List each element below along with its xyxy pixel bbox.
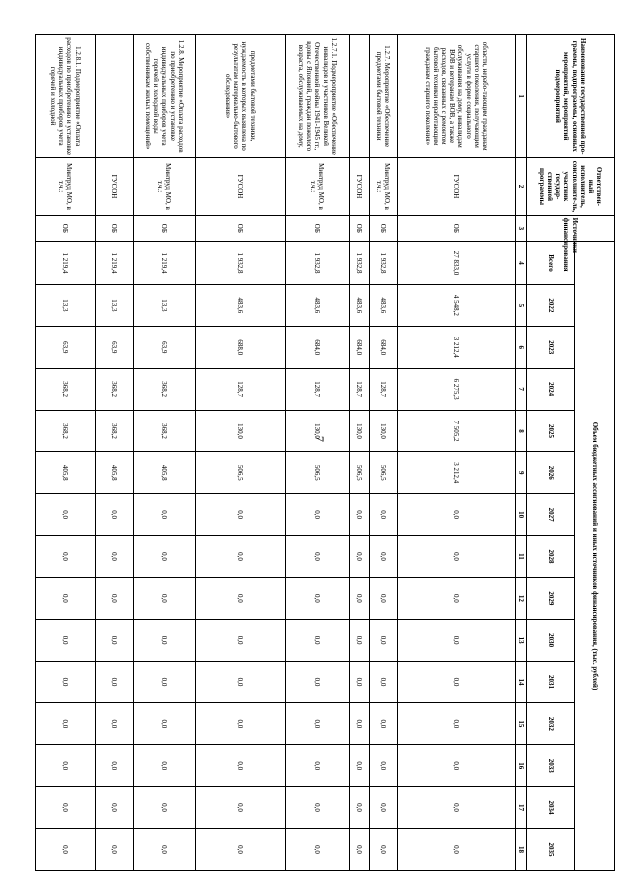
row-value: 0,0 bbox=[95, 577, 133, 619]
row-value: 0,0 bbox=[35, 577, 95, 619]
row-value: 0,0 bbox=[95, 536, 133, 578]
row-value: 63,9 bbox=[35, 326, 95, 368]
header-year: 2023 bbox=[527, 326, 575, 368]
header-year: 2026 bbox=[527, 452, 575, 494]
row-value: 1 932,8 bbox=[349, 242, 369, 285]
row-value: 0,0 bbox=[95, 745, 133, 787]
row-value: 0,0 bbox=[285, 745, 349, 787]
row-value: 128,7 bbox=[285, 368, 349, 410]
row-value: 0,0 bbox=[95, 828, 133, 870]
row-source: ОБ bbox=[369, 215, 397, 241]
row-value: 1 932,8 bbox=[285, 242, 349, 285]
row-source: ОБ bbox=[195, 215, 285, 241]
column-number: 14 bbox=[515, 661, 526, 703]
row-value: 0,0 bbox=[195, 745, 285, 787]
row-value: 684,0 bbox=[349, 326, 369, 368]
row-value: 130,0 bbox=[349, 410, 369, 452]
row-value: 0,0 bbox=[369, 787, 397, 829]
row-value: 0,0 bbox=[95, 661, 133, 703]
row-value: 0,0 bbox=[349, 536, 369, 578]
row-value: 684,0 bbox=[285, 326, 349, 368]
row-executor: Минтруд МО, в т.ч.: bbox=[35, 158, 95, 215]
row-value: 0,0 bbox=[285, 577, 349, 619]
header-name: Наименование государственной про-граммы, подпрограммы, основных мероприятий, мероприятий подмероприятий bbox=[527, 35, 615, 158]
table-row bbox=[285, 35, 349, 871]
row-executor: Минтруд МО, в т.ч.: bbox=[285, 158, 349, 215]
row-source: ОБ bbox=[285, 215, 349, 241]
column-number: 13 bbox=[515, 619, 526, 661]
row-value: 0,0 bbox=[133, 703, 195, 745]
column-number-row bbox=[515, 35, 526, 871]
row-value: 1 219,4 bbox=[95, 242, 133, 285]
header-year: 2028 bbox=[527, 536, 575, 578]
row-value: 0,0 bbox=[397, 661, 515, 703]
row-value: 0,0 bbox=[369, 619, 397, 661]
row-source: ОБ bbox=[133, 215, 195, 241]
row-value: 0,0 bbox=[349, 494, 369, 536]
row-value: 0,0 bbox=[133, 787, 195, 829]
table-row bbox=[349, 35, 369, 871]
row-value: 0,0 bbox=[35, 828, 95, 870]
row-value: 0,0 bbox=[349, 828, 369, 870]
row-value: 13,3 bbox=[35, 284, 95, 326]
row-value: 130,0 bbox=[369, 410, 397, 452]
row-value: 0,0 bbox=[285, 703, 349, 745]
row-value: 130,0 bbox=[285, 410, 349, 452]
header-year: 2031 bbox=[527, 661, 575, 703]
row-name: 1.2.8. Мероприятие «Оплата расходов по приобретению и установке индивидуальных приборов учета горячей и холодной воды собственникам жилых помещений» bbox=[133, 35, 195, 158]
row-value: 3 212,4 bbox=[397, 452, 515, 494]
row-value: 368,2 bbox=[133, 410, 195, 452]
row-value: 0,0 bbox=[397, 745, 515, 787]
row-executor: ГУСОН bbox=[195, 158, 285, 215]
row-value: 0,0 bbox=[35, 661, 95, 703]
row-value: 0,0 bbox=[195, 536, 285, 578]
row-executor: ГУСОН bbox=[95, 158, 133, 215]
row-source: ОБ bbox=[95, 215, 133, 241]
header-volume: Объем бюджетных ассигнований и иных источников финансирования, (тыс. рублей) bbox=[575, 242, 615, 871]
row-source: ОБ bbox=[349, 215, 369, 241]
row-name bbox=[95, 35, 133, 158]
row-value: 0,0 bbox=[369, 745, 397, 787]
row-executor: ГУСОН bbox=[397, 158, 515, 215]
row-value: 0,0 bbox=[285, 494, 349, 536]
row-value: 0,0 bbox=[133, 536, 195, 578]
row-value: 0,0 bbox=[349, 703, 369, 745]
row-value: 0,0 bbox=[133, 494, 195, 536]
row-value: 405,8 bbox=[133, 452, 195, 494]
row-value: 0,0 bbox=[285, 536, 349, 578]
column-number: 15 bbox=[515, 703, 526, 745]
row-value: 506,5 bbox=[369, 452, 397, 494]
row-executor: Минтруд МО, в т.ч.: bbox=[369, 158, 397, 215]
row-value: 0,0 bbox=[195, 703, 285, 745]
row-value: 0,0 bbox=[35, 494, 95, 536]
row-source: ОБ bbox=[35, 215, 95, 241]
row-value: 63,9 bbox=[133, 326, 195, 368]
table-row bbox=[35, 35, 95, 871]
row-value: 1 219,4 bbox=[133, 242, 195, 285]
table-row bbox=[369, 35, 397, 871]
row-value: 0,0 bbox=[95, 787, 133, 829]
row-value: 506,5 bbox=[195, 452, 285, 494]
row-value: 483,6 bbox=[369, 284, 397, 326]
row-value: 368,2 bbox=[35, 368, 95, 410]
row-value: 405,8 bbox=[95, 452, 133, 494]
row-value: 0,0 bbox=[195, 577, 285, 619]
row-value: 0,0 bbox=[397, 703, 515, 745]
header-row-top bbox=[575, 35, 615, 871]
row-value: 7 505,2 bbox=[397, 410, 515, 452]
column-number: 18 bbox=[515, 828, 526, 870]
row-value: 0,0 bbox=[133, 661, 195, 703]
row-value: 0,0 bbox=[349, 787, 369, 829]
row-value: 0,0 bbox=[195, 787, 285, 829]
row-value: 483,6 bbox=[349, 284, 369, 326]
row-executor: ГУСОН bbox=[349, 158, 369, 215]
row-value: 0,0 bbox=[95, 494, 133, 536]
row-value: 684,0 bbox=[369, 326, 397, 368]
row-value: 0,0 bbox=[195, 828, 285, 870]
column-number: 16 bbox=[515, 745, 526, 787]
row-value: 1 219,4 bbox=[35, 242, 95, 285]
row-value: 0,0 bbox=[35, 619, 95, 661]
row-value: 506,5 bbox=[349, 452, 369, 494]
column-number: 12 bbox=[515, 577, 526, 619]
page-number: 7 bbox=[313, 436, 327, 442]
header-year: 2029 bbox=[527, 577, 575, 619]
row-name: предметами бытовой техники, нуждаемость в которых выявлена по результатам материально-бытового обследования» bbox=[195, 35, 285, 158]
column-number: 9 bbox=[515, 452, 526, 494]
row-value: 27 833,0 bbox=[397, 242, 515, 285]
row-value: 3 212,4 bbox=[397, 326, 515, 368]
row-value: 0,0 bbox=[35, 536, 95, 578]
column-number: 10 bbox=[515, 494, 526, 536]
row-value: 0,0 bbox=[285, 661, 349, 703]
column-number: 8 bbox=[515, 410, 526, 452]
row-executor: Минтруд МО, в т.ч.: bbox=[133, 158, 195, 215]
column-number: 1 bbox=[515, 35, 526, 158]
row-value: 0,0 bbox=[349, 661, 369, 703]
header-total: Всего bbox=[527, 242, 575, 285]
header-year: 2027 bbox=[527, 494, 575, 536]
column-number: 6 bbox=[515, 326, 526, 368]
row-value: 0,0 bbox=[369, 703, 397, 745]
row-value: 63,9 bbox=[95, 326, 133, 368]
header-year: 2025 bbox=[527, 410, 575, 452]
row-value: 128,7 bbox=[349, 368, 369, 410]
financing-table bbox=[35, 34, 615, 871]
row-value: 0,0 bbox=[369, 577, 397, 619]
row-value: 0,0 bbox=[369, 536, 397, 578]
row-value: 368,2 bbox=[35, 410, 95, 452]
row-name: области, нерабо-тающим гражданам старшего поколения, получающим услуги в форме социального обслуживания на дому, инвалидам ВОВ и ветеранам ВОВ, а также расходов, связанных с ремонтом бытовой техники неработающим гражданам старшего поколения» bbox=[397, 35, 515, 158]
row-value: 0,0 bbox=[133, 577, 195, 619]
column-number: 17 bbox=[515, 787, 526, 829]
row-value: 0,0 bbox=[195, 619, 285, 661]
row-value: 0,0 bbox=[285, 828, 349, 870]
row-value: 128,7 bbox=[369, 368, 397, 410]
row-value: 0,0 bbox=[369, 828, 397, 870]
row-value: 6 275,3 bbox=[397, 368, 515, 410]
row-value: 0,0 bbox=[195, 494, 285, 536]
row-value: 128,7 bbox=[195, 368, 285, 410]
row-value: 0,0 bbox=[369, 661, 397, 703]
row-value: 368,2 bbox=[133, 368, 195, 410]
header-year: 2024 bbox=[527, 368, 575, 410]
row-name: 1.2.7.1. Подмероприятие «Обеспечение инвалидов и участников Великой Отечественной войны 1941-1945 гг., вдовы с Японией, граждан пожилого возраста, обслуживаемых на дому, bbox=[285, 35, 349, 158]
row-value: 368,2 bbox=[95, 410, 133, 452]
column-number: 7 bbox=[515, 368, 526, 410]
row-name: 1.2.7. Мероприятие «Обеспечение предметами бытовой техники bbox=[369, 35, 397, 158]
row-value: 0,0 bbox=[397, 536, 515, 578]
header-year: 2033 bbox=[527, 745, 575, 787]
column-number: 3 bbox=[515, 215, 526, 241]
header-year: 2030 bbox=[527, 619, 575, 661]
table-row bbox=[195, 35, 285, 871]
header-year: 2035 bbox=[527, 828, 575, 870]
row-value: 0,0 bbox=[369, 494, 397, 536]
row-name bbox=[349, 35, 369, 158]
row-value: 13,3 bbox=[133, 284, 195, 326]
row-value: 1 932,8 bbox=[369, 242, 397, 285]
table-row bbox=[397, 35, 515, 871]
row-value: 0,0 bbox=[397, 577, 515, 619]
row-value: 1 932,8 bbox=[195, 242, 285, 285]
column-number: 5 bbox=[515, 284, 526, 326]
row-value: 0,0 bbox=[285, 787, 349, 829]
row-value: 0,0 bbox=[35, 787, 95, 829]
column-number: 4 bbox=[515, 242, 526, 285]
row-value: 688,0 bbox=[195, 326, 285, 368]
header-executor: Ответствен-ный исполнитель, соисполните-ль, участник государ-ственной программы bbox=[527, 158, 615, 215]
column-number: 2 bbox=[515, 158, 526, 215]
row-value: 405,8 bbox=[35, 452, 95, 494]
row-value: 0,0 bbox=[133, 619, 195, 661]
rotated-table-wrapper bbox=[49, 34, 615, 871]
table-row bbox=[133, 35, 195, 871]
row-source: ОБ bbox=[397, 215, 515, 241]
header-year: 2032 bbox=[527, 703, 575, 745]
row-value: 4 548,2 bbox=[397, 284, 515, 326]
header-source: Источники финансирования bbox=[527, 215, 615, 241]
row-value: 0,0 bbox=[133, 745, 195, 787]
row-value: 368,2 bbox=[95, 368, 133, 410]
row-value: 0,0 bbox=[285, 619, 349, 661]
row-value: 0,0 bbox=[133, 828, 195, 870]
column-number: 11 bbox=[515, 536, 526, 578]
row-value: 0,0 bbox=[349, 619, 369, 661]
row-value: 0,0 bbox=[349, 577, 369, 619]
row-value: 0,0 bbox=[397, 494, 515, 536]
row-value: 0,0 bbox=[195, 661, 285, 703]
row-value: 0,0 bbox=[95, 703, 133, 745]
row-value: 0,0 bbox=[35, 745, 95, 787]
row-value: 0,0 bbox=[397, 828, 515, 870]
row-value: 13,3 bbox=[95, 284, 133, 326]
row-value: 0,0 bbox=[35, 703, 95, 745]
header-year: 2022 bbox=[527, 284, 575, 326]
row-value: 0,0 bbox=[349, 745, 369, 787]
row-value: 483,6 bbox=[285, 284, 349, 326]
row-value: 130,0 bbox=[195, 410, 285, 452]
row-value: 506,5 bbox=[285, 452, 349, 494]
table-row bbox=[95, 35, 133, 871]
row-value: 0,0 bbox=[95, 619, 133, 661]
row-value: 0,0 bbox=[397, 619, 515, 661]
row-name: 1.2.8.1. Подмероприятие «Оплата расходов по приобретению и установке индивидуальных приборов учета горячей и холодной bbox=[35, 35, 95, 158]
row-value: 0,0 bbox=[397, 787, 515, 829]
header-year: 2034 bbox=[527, 787, 575, 829]
row-value: 483,6 bbox=[195, 284, 285, 326]
